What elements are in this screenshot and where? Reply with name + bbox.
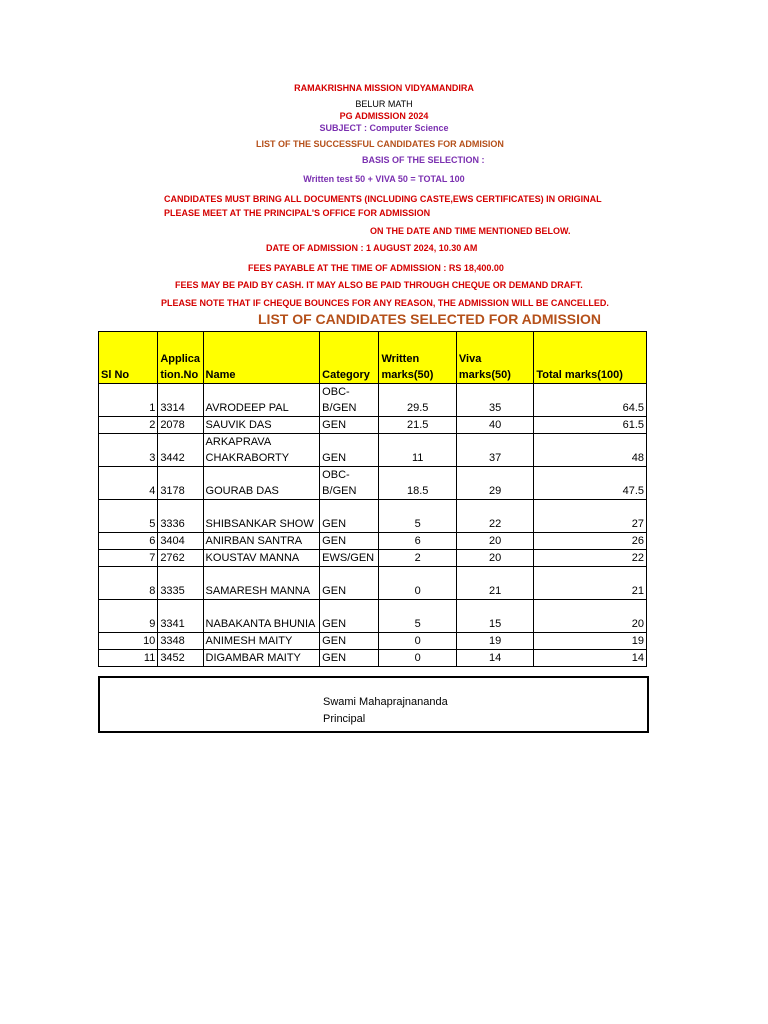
total-cell: 21 [534, 567, 647, 600]
category-cell: GEN [320, 500, 379, 533]
col-header-viva: Viva marks(50) [456, 332, 533, 384]
sl-cell: 2 [99, 417, 158, 434]
viva-cell: 37 [456, 434, 533, 467]
name-cell: ANIRBAN SANTRA [203, 533, 320, 550]
application-cell: 2078 [158, 417, 203, 434]
name-cell: SAMARESH MANNA [203, 567, 320, 600]
table-row [99, 467, 647, 500]
name-cell: SAUVIK DAS [203, 417, 320, 434]
total-cell: 61.5 [534, 417, 647, 434]
name-cell: AVRODEEP PAL [203, 384, 320, 417]
payment-mode: FEES MAY BE PAID BY CASH. IT MAY ALSO BE PAID THROUGH CHEQUE OR DEMAND DRAFT. [175, 280, 583, 290]
application-cell: 3341 [158, 600, 203, 633]
application-cell: 3314 [158, 384, 203, 417]
col-header-sl: Sl No [99, 332, 158, 384]
viva-cell: 35 [456, 384, 533, 417]
category-cell: GEN [320, 600, 379, 633]
written-cell: 0 [379, 633, 456, 650]
basis-title: BASIS OF THE SELECTION : [362, 155, 485, 165]
sl-cell: 7 [99, 550, 158, 567]
written-cell: 6 [379, 533, 456, 550]
viva-cell: 14 [456, 650, 533, 667]
application-cell: 3404 [158, 533, 203, 550]
total-cell: 47.5 [534, 467, 647, 500]
col-header-name: Name [203, 332, 320, 384]
notice-date-time: ON THE DATE AND TIME MENTIONED BELOW. [370, 226, 571, 236]
sl-cell: 11 [99, 650, 158, 667]
sl-cell: 8 [99, 567, 158, 600]
written-cell: 11 [379, 434, 456, 467]
total-cell: 14 [534, 650, 647, 667]
application-cell: 3442 [158, 434, 203, 467]
basis-formula: Written test 50 + VIVA 50 = TOTAL 100 [303, 174, 465, 184]
category-cell: EWS/GEN [320, 550, 379, 567]
location: BELUR MATH [355, 99, 413, 109]
written-cell: 0 [379, 650, 456, 667]
table-row [99, 550, 647, 567]
name-cell: GOURAB DAS [203, 467, 320, 500]
name-cell: SHIBSANKAR SHOW [203, 500, 320, 533]
principal-title: Principal [323, 713, 366, 725]
sl-cell: 10 [99, 633, 158, 650]
total-cell: 26 [534, 533, 647, 550]
category-cell: GEN [320, 650, 379, 667]
col-header-total: Total marks(100) [534, 332, 647, 384]
sl-cell: 5 [99, 500, 158, 533]
total-cell: 19 [534, 633, 647, 650]
total-cell: 27 [534, 500, 647, 533]
viva-cell: 19 [456, 633, 533, 650]
category-cell: GEN [320, 434, 379, 467]
sl-cell: 6 [99, 533, 158, 550]
written-cell: 2 [379, 550, 456, 567]
table-row [99, 650, 647, 667]
category-cell: OBC- B/GEN [320, 384, 379, 417]
notice-meet: PLEASE MEET AT THE PRINCIPAL'S OFFICE FOR ADMISSION [164, 208, 431, 218]
written-cell: 5 [379, 500, 456, 533]
table-row [99, 567, 647, 600]
selected-title: LIST OF CANDIDATES SELECTED FOR ADMISSION [258, 311, 602, 327]
viva-cell: 15 [456, 600, 533, 633]
category-cell: GEN [320, 533, 379, 550]
sl-cell: 3 [99, 434, 158, 467]
application-cell: 2762 [158, 550, 203, 567]
table-row [99, 417, 647, 434]
subject: SUBJECT : Computer Science [319, 123, 449, 133]
written-cell: 0 [379, 567, 456, 600]
list-title: LIST OF THE SUCCESSFUL CANDIDATES FOR ADMISION [256, 139, 504, 149]
principal-name: Swami Mahaprajnananda [323, 696, 448, 708]
viva-cell: 22 [456, 500, 533, 533]
col-header-application: Applica tion.No [158, 332, 203, 384]
application-cell: 3335 [158, 567, 203, 600]
total-cell: 64.5 [534, 384, 647, 417]
category-cell: GEN [320, 417, 379, 434]
notice-documents: CANDIDATES MUST BRING ALL DOCUMENTS (INCLUDING CASTE,EWS CERTIFICATES) IN ORIGINAL [164, 194, 602, 204]
category-cell: GEN [320, 633, 379, 650]
cheque-notice: PLEASE NOTE THAT IF CHEQUE BOUNCES FOR ANY REASON, THE ADMISSION WILL BE CANCELLED. [161, 298, 609, 308]
table-row [99, 434, 647, 467]
candidates-table [98, 331, 647, 667]
name-cell: NABAKANTA BHUNIA [203, 600, 320, 633]
col-header-category: Category [320, 332, 379, 384]
viva-cell: 20 [456, 533, 533, 550]
viva-cell: 40 [456, 417, 533, 434]
signature-box [98, 676, 649, 733]
application-cell: 3336 [158, 500, 203, 533]
name-cell: ANIMESH MAITY [203, 633, 320, 650]
table-row [99, 633, 647, 650]
written-cell: 18.5 [379, 467, 456, 500]
viva-cell: 21 [456, 567, 533, 600]
sl-cell: 1 [99, 384, 158, 417]
sl-cell: 4 [99, 467, 158, 500]
viva-cell: 29 [456, 467, 533, 500]
fees-payable: FEES PAYABLE AT THE TIME OF ADMISSION : RS 18,400.00 [248, 263, 504, 273]
institution-name: RAMAKRISHNA MISSION VIDYAMANDIRA [294, 83, 474, 93]
viva-cell: 20 [456, 550, 533, 567]
total-cell: 22 [534, 550, 647, 567]
application-cell: 3348 [158, 633, 203, 650]
table-row [99, 600, 647, 633]
table-header-row [99, 332, 647, 384]
name-cell: KOUSTAV MANNA [203, 550, 320, 567]
date-of-admission: DATE OF ADMISSION : 1 AUGUST 2024, 10.30 AM [266, 243, 478, 253]
admission-title: PG ADMISSION 2024 [339, 111, 429, 121]
table-row [99, 500, 647, 533]
written-cell: 29.5 [379, 384, 456, 417]
total-cell: 20 [534, 600, 647, 633]
written-cell: 21.5 [379, 417, 456, 434]
name-cell: DIGAMBAR MAITY [203, 650, 320, 667]
category-cell: OBC- B/GEN [320, 467, 379, 500]
category-cell: GEN [320, 567, 379, 600]
application-cell: 3452 [158, 650, 203, 667]
application-cell: 3178 [158, 467, 203, 500]
name-cell: ARKAPRAVA CHAKRABORTY [203, 434, 320, 467]
sl-cell: 9 [99, 600, 158, 633]
table-row [99, 533, 647, 550]
total-cell: 48 [534, 434, 647, 467]
col-header-written: Written marks(50) [379, 332, 456, 384]
written-cell: 5 [379, 600, 456, 633]
table-row [99, 384, 647, 417]
